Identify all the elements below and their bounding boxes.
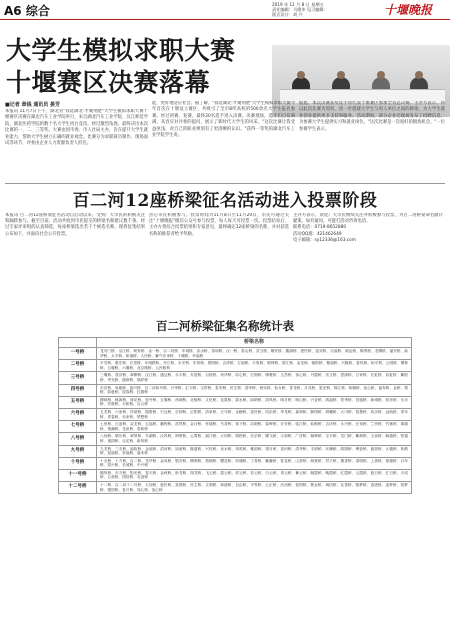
- bridge-naming-headline: 百二河12座桥梁征名活动进入投票阶段: [72, 191, 378, 211]
- table-row: [59, 396, 412, 408]
- person-head: [377, 71, 385, 79]
- bridge-candidate-names: 三堰桥、普济桥、翠柳桥、汉江桥、通达桥、永丰桥、安居桥、百姓桥、荣华桥、同心桥、宏图桥、博雅桥、文昌桥、怡心桥、丹霞桥、崇文桥、思源桥、万家桥、长虹桥、彩虹桥、紫阳桥、华光桥、德润桥、瑞祥桥: [97, 372, 412, 384]
- masthead: [0, 0, 450, 20]
- bridge-candidate-names: 七里桥、白浪桥、双龙桥、五福桥、鹏程桥、浩然桥、金沙桥、怀德桥、书香桥、育才桥、启明桥、春晖桥、长安桥、临江桥、仙鹤桥、吉庆桥、永兴桥、长寿桥、兰亭桥、竹林桥、翠湖桥、观澜桥、龙泉桥、泰和桥: [97, 421, 412, 433]
- bridge-candidate-names: 顺风桥、东方桥、阳光桥、春天桥、金秋桥、卧龙桥、翔龙桥、飞云桥、碧云桥、祥云桥、彩云桥、白云桥、青云桥、紫云桥、朝霞桥、晚霞桥、红霞桥、云霞桥、旭日桥、红日桥、天成桥、合欢桥、团结桥、友谊桥: [97, 469, 412, 481]
- bridge-candidate-names: 五龙桥、六里桥、祥瑞桥、德胜桥、宏达桥、乐园桥、正阳桥、清泉桥、天马桥、金穗桥、富民桥、同乐桥、华龙桥、嘉和桥、静园桥、晨曦桥、大川桥、智慧桥、欢乐桥、远航桥、青年桥、青春桥、未来桥、梦想桥: [97, 408, 412, 420]
- issue-info: [272, 2, 392, 17]
- bridge-number: 五号桥: [59, 396, 97, 408]
- bridge-number: 四号桥: [59, 384, 97, 396]
- hero-section: [0, 21, 450, 96]
- hero-title-line1: 大学生模拟求职大赛: [6, 36, 236, 65]
- bridge-number: 十号桥: [59, 457, 97, 469]
- issue-editor: 责任编辑：马俊华 见习编辑：: [272, 7, 328, 12]
- contact-email: 电子邮箱：sy12336@163.com: [293, 237, 356, 243]
- issue-date: 2019 年 11 月 8 日 星期五: [272, 2, 324, 7]
- issue-layout: 版式设计：胡 兴: [272, 12, 303, 17]
- stats-table-title: 百二河桥梁征集名称统计表: [156, 319, 294, 333]
- table-header-row: [59, 338, 412, 348]
- table-header-names: 桥梁名称: [97, 338, 412, 348]
- section-label: A6 综合: [4, 4, 50, 18]
- person-head: [337, 71, 345, 79]
- person-head: [297, 71, 305, 79]
- bridge-number: 七号桥: [59, 421, 97, 433]
- person-head: [415, 71, 423, 79]
- bridge-candidate-names: 柳林桥、桃源桥、荷花桥、牡丹桥、五堰桥、西城桥、北街桥、文化桥、花果桥、碧水桥、绿荫桥、清风桥、明月桥、映山桥、兴业桥、鸿福桥、景秀桥、昌盛桥、新城桥、知音桥、永乐桥、安康桥、天和桥、百合桥: [97, 396, 412, 408]
- bridge-number: 十一号桥: [59, 469, 97, 481]
- table-row: [59, 433, 412, 445]
- bridge-article-text: 主办方表示，欢迎广大市民继续关注并积极参与投票，为百二河桥梁命名献计献策。如有疑问，可拨打活动咨询电话。: [293, 213, 443, 225]
- bridge-number: 八号桥: [59, 433, 97, 445]
- bridge-candidate-names: 十二桥、百二河十二号桥、大同桥、惠民桥、富强桥、民主桥、文明桥、和谐桥、自由桥、平等桥、公正桥、法治桥、爱国桥、敬业桥、诚信桥、友善桥、圆梦桥、奋进桥、追梦桥、筑梦桥、强国桥、复兴桥、同心桥、连心桥: [97, 482, 412, 494]
- table-row: [59, 482, 412, 494]
- table-row: [59, 360, 412, 372]
- section-divider: [5, 183, 445, 184]
- table-header-blank: [59, 338, 97, 348]
- bridge-names-table: [58, 337, 412, 494]
- table-row: [59, 469, 412, 481]
- table-row: [59, 457, 412, 469]
- bridge-article-column-3: [293, 213, 443, 313]
- paper-logo: 十堰晚报: [384, 3, 433, 17]
- bridge-article-column-2: 热心市民积极参与。投票时间为11月8日至11月20日，市民可通过关注"十堰晚报"微信公众号参与投票，每人每天可投票一次。投票结束后，主办方将综合投票结果和专家意见，最终确定12座桥梁的名称，并对获选名称的推荐者给予奖励。: [149, 213, 289, 237]
- table-row: [59, 408, 412, 420]
- bridge-candidate-names: 龙舟门桥、沿江桥、柯家桥、金一桥、百二河桥、车城桥、亲水桥、泰和桥、汉一桥、泰山桥、武当桥、顺安桥、鑫源桥、惠民桥、迎宾桥、百福桥、鸿运桥、锦绣桥、龙腾桥、福安桥、新华桥、太平桥、和谐桥、人民桥、紫气东来桥、十堰桥、幸福桥: [97, 348, 412, 360]
- bridge-candidate-names: 东岳桥、凤凰桥、振兴桥、百二河四号桥、兴华桥、汇丰桥、玉带桥、泰安桥、民生桥、春华桥、秋实桥、仙女桥、青龙桥、月亮桥、星光桥、锦江桥、和顺桥、连心桥、福寿桥、金桥、银桥、如意桥、迎春桥、红旗桥: [97, 384, 412, 396]
- bridge-candidate-names: 十全桥、十方桥、百二桥、龙华桥、金凤桥、银杏桥、柳荫桥、梧桐桥、樱花桥、玫瑰桥、丁香桥、紫藤桥、桂花桥、山茶桥、海棠桥、君子桥、墨香桥、清明桥、上善桥、厚德桥、百年桥、泰兴桥、长城桥、中兴桥: [97, 457, 412, 469]
- bridge-number: 六号桥: [59, 408, 97, 420]
- table-row: [59, 372, 412, 384]
- bridge-candidate-names: 平安桥、康庄桥、长青桥、车城路桥、丹江桥、永安桥、东风桥、郧阳桥、吉祥桥、万福桥、丰收桥、明珠桥、望江桥、金龙桥、朝阳桥、聚福桥、兴隆桥、春风桥、和平桥、公园桥、柳林桥、五堰桥、六堰桥、北京路桥、人民路桥: [97, 360, 412, 372]
- article-column-3: 据悉，本次决赛获奖选手将代表十堰赛区参加全省总决赛。主办方表示，将以此次比赛为契机，进一步搭建大学生与用人单位之间的桥梁，为大学生就业创业提供更多支持和服务。活动期间，部分企业还现场发布了招聘信息，为参赛大学生提供实习和就业岗位。"这次比赛是一次很好的锻炼机会。"一位参赛学生表示。: [299, 101, 445, 132]
- hero-title-line2: 十堰赛区决赛落幕: [6, 68, 211, 97]
- table-row: [59, 348, 412, 360]
- bridge-number: 二号桥: [59, 360, 97, 372]
- bridge-candidate-names: 九龙桥、三友桥、福临桥、金福桥、清河桥、如意桥、隆盛桥、兴旺桥、圣水桥、凤鸣桥、雅韵桥、望月桥、星河桥、清华桥、丰源桥、安澜桥、鸿图桥、博爱桥、盛世桥、太极桥、松鹤桥、迎福桥、祈福桥、嘉禾桥: [97, 445, 412, 457]
- contact-phone: 联系电话：0719-8652880: [293, 225, 347, 231]
- bridge-number: 三号桥: [59, 372, 97, 384]
- bridge-article-column-1: 本报讯 百二河12座桥梁征名活动自启动以来，受到广大市民的积极关注和踊跃参与。截至目前，活动共收到市民提交的桥梁名称建议数千条。经过专家评审组的认真筛选，每座桥梁选出若干个候选名称，现将征集结果公布如下，并面向社会公开投票。: [5, 213, 145, 237]
- article-column-2: 能，更好地适应社会。据了解，"我选湖北·才聚荆楚"大学生模拟求职大赛今年首次在十堰设立赛区，共吸引了全市8所高校的500余名大学生报名参赛。经过初赛、复赛，最终20名选手进入决赛。决赛现场，选手们自信满满，从容应对评委的提问，展示了新时代大学生的风采。"这次比赛让我受益匪浅，对自己的职业规划有了更清晰的认识。"获得一等奖的湖北汽车工业学院学生说。: [152, 101, 295, 139]
- table-row: [59, 421, 412, 433]
- bridge-number: 一号桥: [59, 348, 97, 360]
- article-byline: ■记者 章钱 通讯员 晏芳: [5, 102, 60, 108]
- bridge-candidate-names: 八仙桥、晴川桥、翠屏桥、东湖桥、汉风桥、荆楚桥、云霄桥、丽江桥、大同桥、锦程桥、长乐桥、腾飞桥、太和桥、广济桥、朝晖桥、宝丰桥、龙门桥、紫荆桥、玉泉桥、畅通桥、恒通桥、逸园桥、百花桥、新风桥: [97, 433, 412, 445]
- contact-qq: 活动QQ群：421462649: [293, 231, 342, 237]
- table-row: [59, 445, 412, 457]
- table-row: [59, 384, 412, 396]
- article-column-1: 本报讯 11月7日下午，湖北省"我选湖北·才聚荆楚"大学生模拟求职大赛十堰赛区决赛在湖北汽车工业学院举行，来自湖北汽车工业学院、汉江师范学院、湖北医药学院的数十名大学生同台竞技，经过激烈角逐，最终决出本次比赛的一、二、三等奖。大赛由团市委、市人社局主办，旨在提升大学生就业能力，帮助大学生树立正确的就业观念。比赛分为求职简历制作、现场面试等环节，评委由企业人力资源负责人担任。: [5, 109, 148, 147]
- bridge-number: 九号桥: [59, 445, 97, 457]
- bridge-number: 十二号桥: [59, 482, 97, 494]
